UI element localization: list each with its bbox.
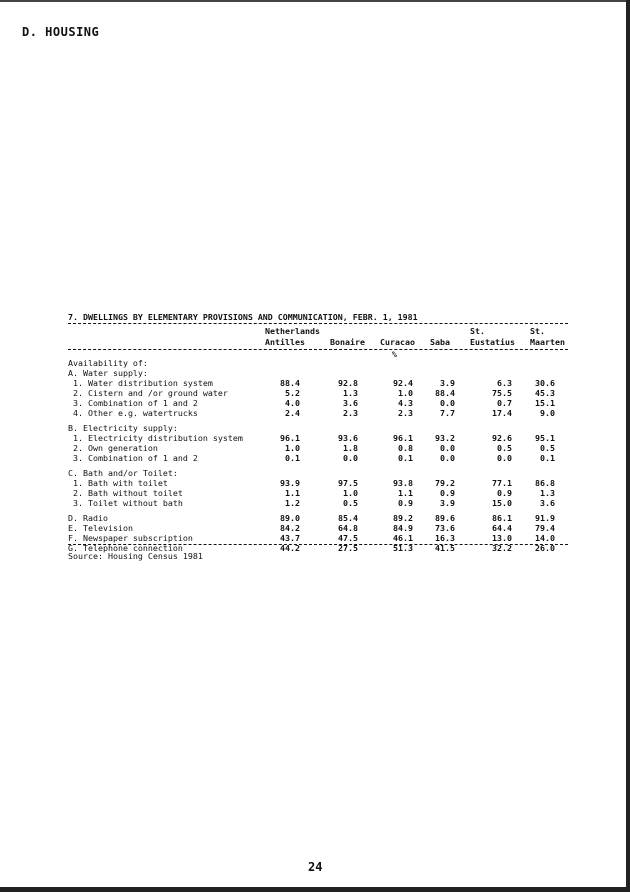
cell-value: 89.6 [435,513,455,523]
cell-value: 92.8 [338,378,358,388]
row-label: Availability of: [68,358,148,368]
cell-value: 92.4 [393,378,413,388]
cell-value: 64.8 [338,523,358,533]
cell-value: 27.5 [338,543,358,553]
cell-value: 1.0 [343,488,358,498]
divider [68,323,568,324]
cell-value: 96.1 [393,433,413,443]
cell-value: 3.6 [540,498,555,508]
cell-value: 93.9 [280,478,300,488]
unit-label: % [392,350,397,359]
cell-value: 3.9 [440,498,455,508]
cell-value: 43.7 [280,533,300,543]
cell-value: 4.0 [285,398,300,408]
cell-value: 92.6 [492,433,512,443]
cell-value: 93.2 [435,433,455,443]
cell-value: 30.6 [535,378,555,388]
cell-value: 45.3 [535,388,555,398]
cell-value: 95.1 [535,433,555,443]
cell-value: 4.3 [398,398,413,408]
cell-value: 0.5 [343,498,358,508]
row-label: 4. Other e.g. watertrucks [68,408,198,418]
cell-value: 3.6 [343,398,358,408]
cell-value: 1.3 [540,488,555,498]
cell-value: 15.1 [535,398,555,408]
scan-border-right [626,0,630,892]
row-label: F. Newspaper subscription [68,533,193,543]
col-header-st-maarten: St. Maarten [530,326,565,347]
scan-border-top [0,0,630,2]
cell-value: 0.1 [540,453,555,463]
cell-value: 93.6 [338,433,358,443]
cell-value: 0.0 [440,453,455,463]
table-title: 7. DWELLINGS BY ELEMENTARY PROVISIONS AND COMMUNICATION, FEBR. 1, 1981 [68,312,418,322]
row-label: E. Television [68,523,133,533]
col-header-bonaire: Bonaire [330,337,365,347]
divider [68,349,568,350]
group-label: B. Electricity supply: [68,423,178,433]
cell-value: 17.4 [492,408,512,418]
page-number: 24 [308,860,323,874]
cell-value: 1.0 [285,443,300,453]
cell-value: 85.4 [338,513,358,523]
cell-value: 91.9 [535,513,555,523]
cell-value: 88.4 [280,378,300,388]
divider [68,544,568,545]
cell-value: 0.0 [440,398,455,408]
cell-value: 1.8 [343,443,358,453]
row-label: 2. Own generation [68,443,158,453]
cell-value: 5.2 [285,388,300,398]
cell-value: 16.3 [435,533,455,543]
col-header-curacao: Curacao [380,337,415,347]
row-label: 3. Combination of 1 and 2 [68,398,198,408]
row-label: 1. Water distribution system [68,378,213,388]
cell-value: 3.9 [440,378,455,388]
cell-value: 46.1 [393,533,413,543]
section-title: D. HOUSING [22,25,100,39]
row-label: 3. Toilet without bath [68,498,183,508]
scan-border-bottom [0,887,630,892]
cell-value: 0.0 [497,453,512,463]
cell-value: 2.3 [398,408,413,418]
cell-value: 0.7 [497,398,512,408]
cell-value: 0.9 [398,498,413,508]
cell-value: 47.5 [338,533,358,543]
cell-value: 0.1 [285,453,300,463]
cell-value: 2.4 [285,408,300,418]
cell-value: 1.1 [398,488,413,498]
cell-value: 0.0 [343,453,358,463]
cell-value: 77.1 [492,478,512,488]
cell-value: 2.3 [343,408,358,418]
col-header-saba: Saba [430,337,450,347]
row-label: 2. Bath without toilet [68,488,183,498]
cell-value: 88.4 [435,388,455,398]
cell-value: 15.0 [492,498,512,508]
cell-value: 0.0 [440,443,455,453]
cell-value: 86.1 [492,513,512,523]
cell-value: 79.4 [535,523,555,533]
cell-value: 1.2 [285,498,300,508]
cell-value: 26.0 [535,543,555,553]
cell-value: 84.2 [280,523,300,533]
cell-value: 0.5 [497,443,512,453]
group-label: C. Bath and/or Toilet: [68,468,178,478]
cell-value: 97.5 [338,478,358,488]
row-label: G. Telephone connection [68,543,183,553]
cell-value: 93.8 [393,478,413,488]
cell-value: 7.7 [440,408,455,418]
row-label: D. Radio [68,513,108,523]
cell-value: 86.8 [535,478,555,488]
group-label: A. Water supply: [68,368,148,378]
cell-value: 0.8 [398,443,413,453]
row-label: 1. Electricity distribution system [68,433,243,443]
cell-value: 0.9 [440,488,455,498]
cell-value: 75.5 [492,388,512,398]
cell-value: 64.4 [492,523,512,533]
row-label: 3. Combination of 1 and 2 [68,453,198,463]
cell-value: 73.6 [435,523,455,533]
cell-value: 79.2 [435,478,455,488]
cell-value: 32.2 [492,543,512,553]
source-note: Source: Housing Census 1981 [68,551,203,561]
cell-value: 84.9 [393,523,413,533]
cell-value: 6.3 [497,378,512,388]
cell-value: 89.0 [280,513,300,523]
cell-value: 41.5 [435,543,455,553]
col-header-netherlands-antilles: Netherlands Antilles [265,326,320,347]
row-label: 1. Bath with toilet [68,478,168,488]
cell-value: 0.9 [497,488,512,498]
cell-value: 13.0 [492,533,512,543]
cell-value: 0.1 [398,453,413,463]
col-header-st-eustatius: St. Eustatius [470,326,515,347]
cell-value: 96.1 [280,433,300,443]
cell-value: 9.0 [540,408,555,418]
cell-value: 1.1 [285,488,300,498]
cell-value: 1.3 [343,388,358,398]
cell-value: 1.0 [398,388,413,398]
cell-value: 0.5 [540,443,555,453]
row-label: 2. Cistern and /or ground water [68,388,228,398]
cell-value: 89.2 [393,513,413,523]
cell-value: 51.3 [393,543,413,553]
cell-value: 14.0 [535,533,555,543]
cell-value: 44.2 [280,543,300,553]
